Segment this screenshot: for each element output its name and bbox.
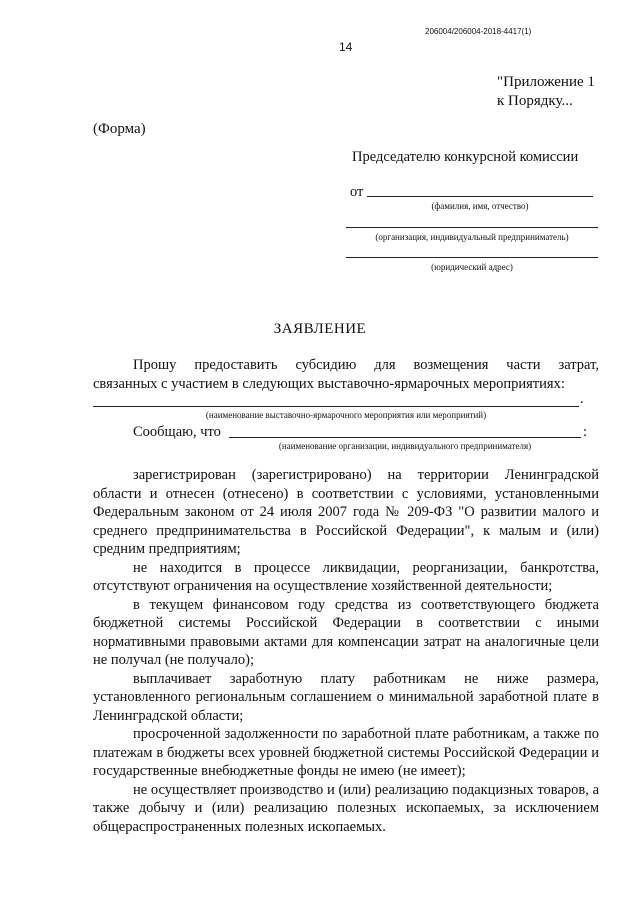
request-line-2: связанных с участием в следующих выставочно-ярмарочных мероприятиях:	[93, 376, 565, 392]
clause-registered: зарегистрирован (зарегистрировано) на территории Ленинградской области и отнесен (отнесено) в соответствии с условиями, установленными Федеральным законом от 24 июля 2007 года № 209-ФЗ "О развитии малого и среднего предпринимательства в Российской Федерации", к малым и (или) средним предприятиям;	[93, 467, 599, 557]
clause-salary: выплачивает заработную плату работникам не ниже размера, установленного региональным соглашением о минимальной заработной плате в Ленинградской области;	[93, 670, 599, 724]
event-line	[93, 406, 579, 407]
appendix-line-2: к Порядку...	[497, 93, 573, 109]
form-label: (Форма)	[93, 121, 146, 137]
organization-line	[346, 227, 598, 228]
appendix-line-1: "Приложение 1	[497, 74, 595, 90]
addressee-to: Председателю конкурсной комиссии	[352, 149, 579, 165]
clause-no-funds-received: в текущем финансовом году средства из соответствующего бюджета бюджетной системы Российской Федерации в соответствии с иными нормативными правовыми актами для компенсации затрат на аналогичные цели не получал (не получало);	[93, 596, 599, 668]
caption-organization: (организация, индивидуальный предприниматель)	[375, 232, 569, 242]
clause-no-debt: просроченной задолженности по заработной плате работникам, а также по платежам в бюджеты всех уровней бюджетной системы Российской Федерации и государственные внебюджетные фонды не имею (не имеет);	[93, 726, 599, 779]
document-title: ЗАЯВЛЕНИЕ	[273, 321, 367, 337]
request-line-1: Прошу предоставить субсидию для возмещения части затрат,	[133, 357, 599, 373]
caption-event: (наименование выставочно-ярмарочного мероприятия или мероприятий)	[205, 410, 487, 420]
name-line	[367, 196, 593, 197]
document-code: 206004/206004-2018-4417(1)	[425, 27, 532, 36]
inform-end-mark: :	[583, 424, 588, 440]
clause-no-excise: не осуществляет производство и (или) реализацию подакцизных товаров, а также добычу и (или) реализацию полезных ископаемых, за исключением общераспространенных полезных ископаемых.	[93, 781, 599, 835]
clause-no-liquidation: не находится в процессе ликвидации, реорганизации, банкротства, отсутствуют ограничения на осуществление хозяйственной деятельности;	[93, 559, 599, 594]
clauses-block	[93, 466, 599, 836]
caption-address: (юридический адрес)	[431, 262, 513, 272]
from-label: от	[350, 184, 364, 200]
caption-name: (фамилия, имя, отчество)	[431, 201, 529, 211]
page-number: 14	[339, 40, 353, 54]
event-end-mark: .	[580, 391, 584, 407]
inform-label: Сообщаю, что	[133, 424, 221, 440]
inform-line	[229, 437, 581, 438]
address-line	[346, 257, 598, 258]
caption-inform-organization: (наименование организации, индивидуального предпринимателя)	[278, 441, 532, 451]
